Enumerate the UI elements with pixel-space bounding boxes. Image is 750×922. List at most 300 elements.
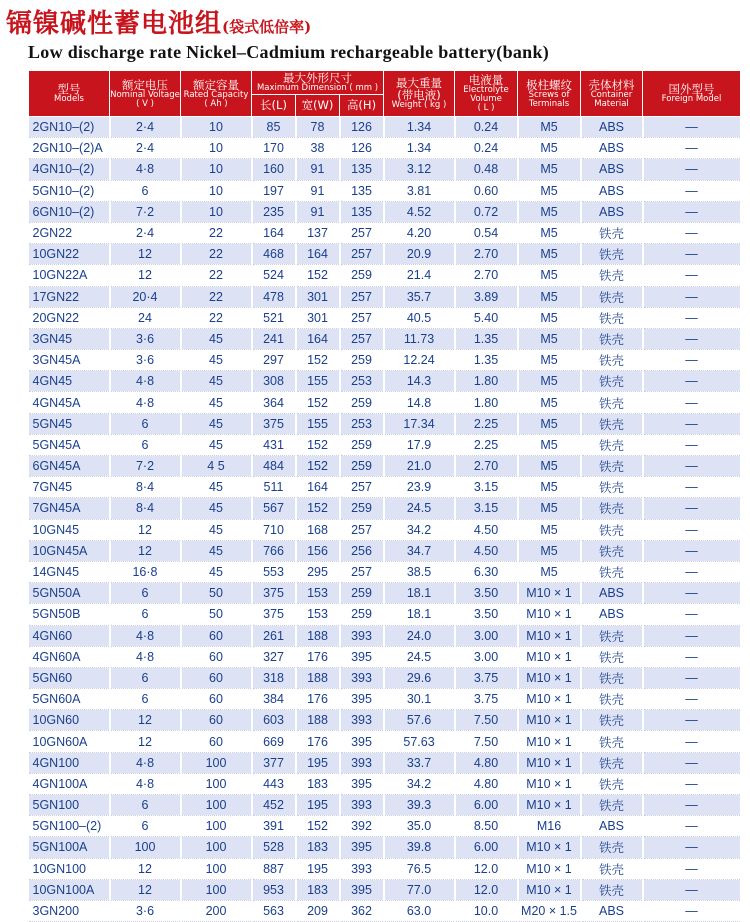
cell-electrolyte: 0.72 bbox=[455, 201, 518, 222]
table-row bbox=[29, 646, 741, 667]
cell-weight: 18.1 bbox=[384, 604, 455, 625]
cell-weight: 29.6 bbox=[384, 667, 455, 688]
cell-width: 195 bbox=[296, 752, 340, 773]
cell-capacity: 10 bbox=[181, 180, 252, 201]
cell-model: 10GN100 bbox=[29, 858, 110, 879]
header-model: 型号 Models bbox=[29, 71, 110, 117]
cell-container: ABS bbox=[581, 900, 643, 921]
cell-foreign-model: — bbox=[643, 456, 741, 477]
cell-electrolyte: 4.50 bbox=[455, 540, 518, 561]
cell-width: 295 bbox=[296, 561, 340, 582]
cell-capacity: 45 bbox=[181, 540, 252, 561]
cell-model: 5GN100A bbox=[29, 837, 110, 858]
cell-screws: M10 × 1 bbox=[518, 646, 581, 667]
cell-weight: 35.7 bbox=[384, 286, 455, 307]
cell-container: 铁壳 bbox=[581, 456, 643, 477]
cell-electrolyte: 3.15 bbox=[455, 498, 518, 519]
cell-voltage: 3·6 bbox=[110, 900, 181, 921]
cell-screws: M20 × 1.5 bbox=[518, 900, 581, 921]
cell-voltage: 100 bbox=[110, 837, 181, 858]
cell-voltage: 6 bbox=[110, 604, 181, 625]
cell-length: 377 bbox=[252, 752, 296, 773]
cell-height: 393 bbox=[340, 667, 384, 688]
cell-model: 2GN10–(2) bbox=[29, 117, 110, 138]
cell-electrolyte: 3.00 bbox=[455, 646, 518, 667]
cell-foreign-model: — bbox=[643, 371, 741, 392]
cell-foreign-model: — bbox=[643, 858, 741, 879]
cell-screws: M5 bbox=[518, 456, 581, 477]
header-dimension: 最大外形尺寸 Maximum Dimension ( mm ) bbox=[252, 71, 384, 95]
cell-length: 308 bbox=[252, 371, 296, 392]
cell-width: 78 bbox=[296, 117, 340, 138]
cell-voltage: 6 bbox=[110, 180, 181, 201]
cell-height: 393 bbox=[340, 710, 384, 731]
cell-width: 176 bbox=[296, 731, 340, 752]
cell-height: 256 bbox=[340, 540, 384, 561]
cell-container: 铁壳 bbox=[581, 837, 643, 858]
cell-weight: 38.5 bbox=[384, 561, 455, 582]
cell-weight: 39.8 bbox=[384, 837, 455, 858]
cell-width: 152 bbox=[296, 392, 340, 413]
cell-screws: M5 bbox=[518, 180, 581, 201]
cell-foreign-model: — bbox=[643, 646, 741, 667]
cell-container: 铁壳 bbox=[581, 371, 643, 392]
cell-electrolyte: 4.80 bbox=[455, 773, 518, 794]
header-weight: 最大重量 (带电液) Weight ( kg ) bbox=[384, 71, 455, 117]
cell-model: 10GN22 bbox=[29, 244, 110, 265]
cell-length: 85 bbox=[252, 117, 296, 138]
cell-weight: 24.5 bbox=[384, 498, 455, 519]
table-row bbox=[29, 900, 741, 921]
cell-capacity: 50 bbox=[181, 583, 252, 604]
cell-screws: M5 bbox=[518, 117, 581, 138]
cell-weight: 39.3 bbox=[384, 795, 455, 816]
cell-width: 155 bbox=[296, 413, 340, 434]
table-row bbox=[29, 625, 741, 646]
cell-width: 188 bbox=[296, 625, 340, 646]
cell-length: 563 bbox=[252, 900, 296, 921]
cell-electrolyte: 8.50 bbox=[455, 816, 518, 837]
cell-voltage: 2·4 bbox=[110, 117, 181, 138]
cell-electrolyte: 1.80 bbox=[455, 392, 518, 413]
cell-voltage: 12 bbox=[110, 710, 181, 731]
cell-capacity: 100 bbox=[181, 858, 252, 879]
cell-model: 10GN45A bbox=[29, 540, 110, 561]
cell-voltage: 2·4 bbox=[110, 222, 181, 243]
cell-voltage: 6 bbox=[110, 667, 181, 688]
cell-height: 259 bbox=[340, 392, 384, 413]
cell-screws: M5 bbox=[518, 392, 581, 413]
cell-capacity: 100 bbox=[181, 879, 252, 900]
cell-height: 257 bbox=[340, 328, 384, 349]
cell-screws: M10 × 1 bbox=[518, 731, 581, 752]
cell-container: ABS bbox=[581, 159, 643, 180]
cell-voltage: 12 bbox=[110, 879, 181, 900]
cell-length: 528 bbox=[252, 837, 296, 858]
cell-length: 524 bbox=[252, 265, 296, 286]
cell-voltage: 24 bbox=[110, 307, 181, 328]
cell-width: 38 bbox=[296, 138, 340, 159]
cell-container: 铁壳 bbox=[581, 328, 643, 349]
cell-weight: 30.1 bbox=[384, 689, 455, 710]
cell-foreign-model: — bbox=[643, 816, 741, 837]
title-main: 镉镍碱性蓄电池组 bbox=[6, 9, 223, 39]
cell-width: 164 bbox=[296, 477, 340, 498]
cell-width: 168 bbox=[296, 519, 340, 540]
cell-model: 4GN45 bbox=[29, 371, 110, 392]
cell-electrolyte: 2.70 bbox=[455, 456, 518, 477]
cell-weight: 21.0 bbox=[384, 456, 455, 477]
cell-capacity: 200 bbox=[181, 900, 252, 921]
cell-electrolyte: 0.48 bbox=[455, 159, 518, 180]
table-row bbox=[29, 879, 741, 900]
cell-length: 160 bbox=[252, 159, 296, 180]
cell-model: 20GN22 bbox=[29, 307, 110, 328]
cell-width: 153 bbox=[296, 604, 340, 625]
cell-weight: 76.5 bbox=[384, 858, 455, 879]
cell-height: 126 bbox=[340, 117, 384, 138]
cell-container: ABS bbox=[581, 604, 643, 625]
cell-width: 91 bbox=[296, 180, 340, 201]
cell-container: 铁壳 bbox=[581, 434, 643, 455]
cell-capacity: 45 bbox=[181, 350, 252, 371]
cell-screws: M10 × 1 bbox=[518, 773, 581, 794]
cell-screws: M10 × 1 bbox=[518, 667, 581, 688]
cell-screws: M5 bbox=[518, 138, 581, 159]
cell-foreign-model: — bbox=[643, 328, 741, 349]
cell-height: 135 bbox=[340, 180, 384, 201]
cell-capacity: 100 bbox=[181, 795, 252, 816]
table-row bbox=[29, 456, 741, 477]
cell-model: 10GN22A bbox=[29, 265, 110, 286]
cell-model: 10GN60 bbox=[29, 710, 110, 731]
cell-height: 257 bbox=[340, 222, 384, 243]
cell-weight: 17.9 bbox=[384, 434, 455, 455]
header-foreign: 国外型号 Foreign Model bbox=[643, 71, 741, 117]
cell-foreign-model: — bbox=[643, 667, 741, 688]
cell-height: 259 bbox=[340, 456, 384, 477]
cell-weight: 63.0 bbox=[384, 900, 455, 921]
table-row bbox=[29, 731, 741, 752]
cell-screws: M5 bbox=[518, 244, 581, 265]
table-row bbox=[29, 222, 741, 243]
cell-length: 431 bbox=[252, 434, 296, 455]
cell-height: 395 bbox=[340, 773, 384, 794]
cell-voltage: 4·8 bbox=[110, 773, 181, 794]
cell-length: 553 bbox=[252, 561, 296, 582]
table-row bbox=[29, 561, 741, 582]
cell-foreign-model: — bbox=[643, 265, 741, 286]
cell-screws: M10 × 1 bbox=[518, 583, 581, 604]
cell-voltage: 6 bbox=[110, 689, 181, 710]
cell-electrolyte: 6.00 bbox=[455, 795, 518, 816]
cell-voltage: 12 bbox=[110, 858, 181, 879]
cell-foreign-model: — bbox=[643, 477, 741, 498]
cell-container: 铁壳 bbox=[581, 265, 643, 286]
cell-container: 铁壳 bbox=[581, 752, 643, 773]
cell-weight: 34.2 bbox=[384, 519, 455, 540]
table-row bbox=[29, 816, 741, 837]
cell-height: 259 bbox=[340, 265, 384, 286]
cell-foreign-model: — bbox=[643, 900, 741, 921]
cell-foreign-model: — bbox=[643, 731, 741, 752]
table-row bbox=[29, 434, 741, 455]
cell-length: 375 bbox=[252, 413, 296, 434]
cell-weight: 24.5 bbox=[384, 646, 455, 667]
cell-height: 393 bbox=[340, 795, 384, 816]
cell-voltage: 7·2 bbox=[110, 456, 181, 477]
cell-voltage: 12 bbox=[110, 540, 181, 561]
cell-voltage: 6 bbox=[110, 434, 181, 455]
cell-width: 195 bbox=[296, 795, 340, 816]
cell-model: 4GN60A bbox=[29, 646, 110, 667]
header-electrolyte: 电液量 Electrolyte Volume ( L ) bbox=[455, 71, 518, 117]
cell-weight: 57.63 bbox=[384, 731, 455, 752]
cell-width: 137 bbox=[296, 222, 340, 243]
table-row bbox=[29, 244, 741, 265]
table-row bbox=[29, 477, 741, 498]
cell-model: 10GN60A bbox=[29, 731, 110, 752]
cell-weight: 33.7 bbox=[384, 752, 455, 773]
cell-width: 156 bbox=[296, 540, 340, 561]
table-row bbox=[29, 667, 741, 688]
cell-capacity: 45 bbox=[181, 561, 252, 582]
cell-foreign-model: — bbox=[643, 350, 741, 371]
cell-electrolyte: 0.24 bbox=[455, 117, 518, 138]
cell-model: 5GN100–(2) bbox=[29, 816, 110, 837]
cell-weight: 12.24 bbox=[384, 350, 455, 371]
cell-model: 5GN50B bbox=[29, 604, 110, 625]
cell-container: 铁壳 bbox=[581, 858, 643, 879]
cell-weight: 20.9 bbox=[384, 244, 455, 265]
table-row bbox=[29, 265, 741, 286]
cell-electrolyte: 3.75 bbox=[455, 667, 518, 688]
page-subtitle: Low discharge rate Nickel–Cadmium rechargeable battery(bank) bbox=[28, 42, 550, 62]
cell-electrolyte: 12.0 bbox=[455, 858, 518, 879]
cell-screws: M10 × 1 bbox=[518, 795, 581, 816]
cell-screws: M10 × 1 bbox=[518, 625, 581, 646]
cell-model: 5GN60 bbox=[29, 667, 110, 688]
cell-weight: 14.3 bbox=[384, 371, 455, 392]
cell-electrolyte: 4.80 bbox=[455, 752, 518, 773]
cell-model: 3GN45A bbox=[29, 350, 110, 371]
cell-capacity: 60 bbox=[181, 731, 252, 752]
cell-electrolyte: 10.0 bbox=[455, 900, 518, 921]
cell-voltage: 4·8 bbox=[110, 371, 181, 392]
cell-foreign-model: — bbox=[643, 710, 741, 731]
cell-electrolyte: 0.54 bbox=[455, 222, 518, 243]
cell-screws: M5 bbox=[518, 371, 581, 392]
cell-foreign-model: — bbox=[643, 286, 741, 307]
cell-container: ABS bbox=[581, 180, 643, 201]
cell-length: 241 bbox=[252, 328, 296, 349]
cell-height: 253 bbox=[340, 371, 384, 392]
table-row bbox=[29, 328, 741, 349]
cell-screws: M10 × 1 bbox=[518, 879, 581, 900]
cell-width: 195 bbox=[296, 858, 340, 879]
cell-foreign-model: — bbox=[643, 434, 741, 455]
cell-container: ABS bbox=[581, 816, 643, 837]
cell-capacity: 60 bbox=[181, 710, 252, 731]
cell-foreign-model: — bbox=[643, 201, 741, 222]
cell-electrolyte: 7.50 bbox=[455, 731, 518, 752]
table-row bbox=[29, 773, 741, 794]
table-row bbox=[29, 413, 741, 434]
cell-voltage: 12 bbox=[110, 731, 181, 752]
cell-voltage: 2·4 bbox=[110, 138, 181, 159]
cell-model: 5GN45A bbox=[29, 434, 110, 455]
cell-model: 4GN10–(2) bbox=[29, 159, 110, 180]
cell-model: 5GN10–(2) bbox=[29, 180, 110, 201]
cell-foreign-model: — bbox=[643, 222, 741, 243]
cell-electrolyte: 3.00 bbox=[455, 625, 518, 646]
table-row bbox=[29, 371, 741, 392]
cell-width: 176 bbox=[296, 646, 340, 667]
header-width: 宽(W) bbox=[296, 95, 340, 117]
cell-model: 10GN100A bbox=[29, 879, 110, 900]
cell-width: 209 bbox=[296, 900, 340, 921]
cell-foreign-model: — bbox=[643, 307, 741, 328]
table-row bbox=[29, 583, 741, 604]
cell-model: 10GN45 bbox=[29, 519, 110, 540]
cell-model: 6GN45A bbox=[29, 456, 110, 477]
cell-container: 铁壳 bbox=[581, 667, 643, 688]
cell-foreign-model: — bbox=[643, 795, 741, 816]
cell-foreign-model: — bbox=[643, 837, 741, 858]
cell-container: 铁壳 bbox=[581, 710, 643, 731]
cell-weight: 3.12 bbox=[384, 159, 455, 180]
cell-capacity: 10 bbox=[181, 201, 252, 222]
cell-foreign-model: — bbox=[643, 752, 741, 773]
cell-voltage: 4·8 bbox=[110, 392, 181, 413]
cell-height: 393 bbox=[340, 858, 384, 879]
cell-width: 164 bbox=[296, 244, 340, 265]
cell-screws: M5 bbox=[518, 159, 581, 180]
cell-model: 3GN45 bbox=[29, 328, 110, 349]
cell-model: 17GN22 bbox=[29, 286, 110, 307]
cell-container: 铁壳 bbox=[581, 773, 643, 794]
cell-weight: 77.0 bbox=[384, 879, 455, 900]
cell-height: 257 bbox=[340, 286, 384, 307]
cell-voltage: 12 bbox=[110, 519, 181, 540]
cell-electrolyte: 6.30 bbox=[455, 561, 518, 582]
cell-model: 14GN45 bbox=[29, 561, 110, 582]
cell-weight: 3.81 bbox=[384, 180, 455, 201]
cell-foreign-model: — bbox=[643, 519, 741, 540]
cell-length: 443 bbox=[252, 773, 296, 794]
cell-width: 176 bbox=[296, 689, 340, 710]
cell-screws: M10 × 1 bbox=[518, 837, 581, 858]
cell-length: 669 bbox=[252, 731, 296, 752]
header-capacity: 额定容量 Rated Capacity ( Ah ) bbox=[181, 71, 252, 117]
cell-model: 5GN45 bbox=[29, 413, 110, 434]
cell-length: 327 bbox=[252, 646, 296, 667]
cell-capacity: 45 bbox=[181, 328, 252, 349]
cell-length: 391 bbox=[252, 816, 296, 837]
cell-screws: M5 bbox=[518, 222, 581, 243]
cell-weight: 17.34 bbox=[384, 413, 455, 434]
cell-weight: 4.52 bbox=[384, 201, 455, 222]
cell-screws: M5 bbox=[518, 201, 581, 222]
cell-screws: M5 bbox=[518, 286, 581, 307]
cell-foreign-model: — bbox=[643, 773, 741, 794]
cell-foreign-model: — bbox=[643, 540, 741, 561]
cell-container: 铁壳 bbox=[581, 307, 643, 328]
cell-length: 521 bbox=[252, 307, 296, 328]
cell-foreign-model: — bbox=[643, 159, 741, 180]
cell-model: 7GN45A bbox=[29, 498, 110, 519]
cell-model: 7GN45 bbox=[29, 477, 110, 498]
cell-electrolyte: 3.15 bbox=[455, 477, 518, 498]
table-row bbox=[29, 837, 741, 858]
cell-container: 铁壳 bbox=[581, 731, 643, 752]
cell-width: 188 bbox=[296, 667, 340, 688]
table-row bbox=[29, 498, 741, 519]
cell-container: 铁壳 bbox=[581, 561, 643, 582]
cell-container: 铁壳 bbox=[581, 413, 643, 434]
cell-height: 393 bbox=[340, 625, 384, 646]
spec-table bbox=[28, 70, 742, 922]
cell-height: 135 bbox=[340, 201, 384, 222]
cell-length: 766 bbox=[252, 540, 296, 561]
cell-length: 261 bbox=[252, 625, 296, 646]
cell-weight: 11.73 bbox=[384, 328, 455, 349]
cell-capacity: 10 bbox=[181, 117, 252, 138]
cell-screws: M5 bbox=[518, 328, 581, 349]
page-title bbox=[6, 3, 311, 39]
cell-length: 710 bbox=[252, 519, 296, 540]
title-sub: (袋式低倍率) bbox=[222, 18, 312, 36]
cell-container: 铁壳 bbox=[581, 646, 643, 667]
cell-container: 铁壳 bbox=[581, 689, 643, 710]
cell-weight: 34.7 bbox=[384, 540, 455, 561]
cell-capacity: 60 bbox=[181, 646, 252, 667]
cell-height: 259 bbox=[340, 350, 384, 371]
cell-capacity: 100 bbox=[181, 752, 252, 773]
cell-height: 135 bbox=[340, 159, 384, 180]
cell-length: 235 bbox=[252, 201, 296, 222]
cell-model: 4GN100A bbox=[29, 773, 110, 794]
table-row bbox=[29, 286, 741, 307]
cell-width: 164 bbox=[296, 328, 340, 349]
cell-foreign-model: — bbox=[643, 244, 741, 265]
cell-length: 511 bbox=[252, 477, 296, 498]
cell-electrolyte: 3.89 bbox=[455, 286, 518, 307]
table-row bbox=[29, 350, 741, 371]
cell-foreign-model: — bbox=[643, 604, 741, 625]
cell-height: 259 bbox=[340, 434, 384, 455]
cell-capacity: 60 bbox=[181, 689, 252, 710]
cell-capacity: 100 bbox=[181, 773, 252, 794]
cell-model: 5GN100 bbox=[29, 795, 110, 816]
cell-electrolyte: 1.80 bbox=[455, 371, 518, 392]
cell-voltage: 8·4 bbox=[110, 498, 181, 519]
cell-height: 126 bbox=[340, 138, 384, 159]
cell-voltage: 3·6 bbox=[110, 350, 181, 371]
cell-width: 152 bbox=[296, 434, 340, 455]
cell-height: 393 bbox=[340, 752, 384, 773]
cell-weight: 21.4 bbox=[384, 265, 455, 286]
header-height: 高(H) bbox=[340, 95, 384, 117]
cell-height: 392 bbox=[340, 816, 384, 837]
cell-length: 484 bbox=[252, 456, 296, 477]
cell-screws: M5 bbox=[518, 540, 581, 561]
cell-container: 铁壳 bbox=[581, 244, 643, 265]
cell-foreign-model: — bbox=[643, 138, 741, 159]
cell-screws: M10 × 1 bbox=[518, 858, 581, 879]
cell-model: 2GN10–(2)A bbox=[29, 138, 110, 159]
cell-height: 253 bbox=[340, 413, 384, 434]
